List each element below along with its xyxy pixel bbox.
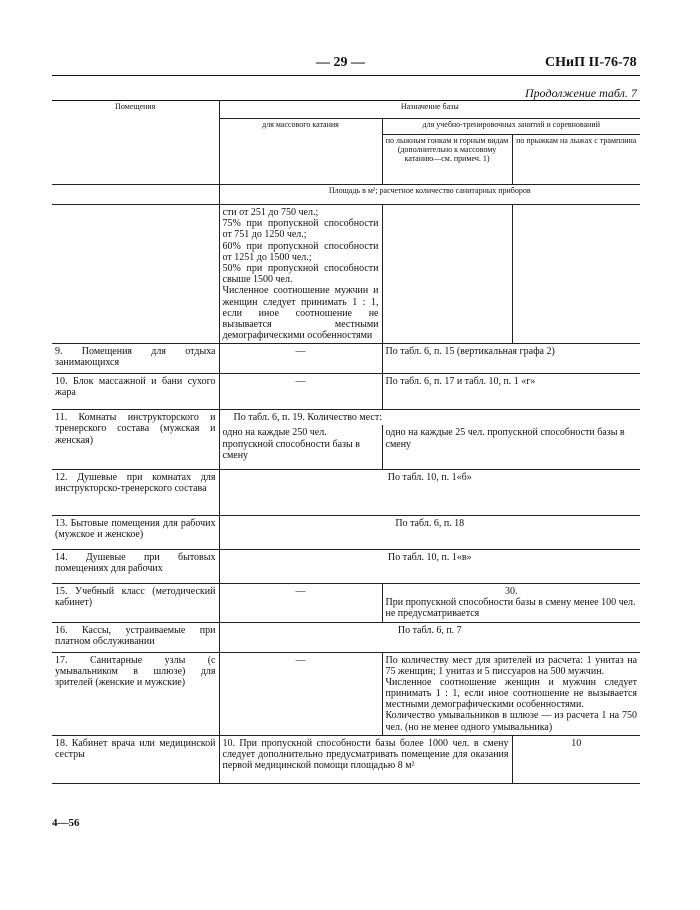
row-label: 15. Учебный класс (методический кабинет) [52,583,219,622]
row-label: 12. Душевые при комнатах для инструкторско-тренерского состава [52,469,219,515]
row-label: 9. Помещения для отдыха занимающихся [52,344,219,374]
row-mass: одно на каждые 250 чел. пропускной способности базы в смену [219,425,382,469]
row-rest: По табл. 6, п. 17 и табл. 10, п. 1 «г» [382,374,640,410]
row-mass: — [219,652,382,735]
table-continuation-label: Продолжение табл. 7 [525,86,637,100]
page-number: — 29 — [316,55,365,70]
row-mass: — [219,344,382,374]
row-mass: — [219,374,382,410]
header-rooms: Помещения [52,101,219,185]
header-mass: для массового катания [219,119,382,185]
continued-text: сти от 251 до 750 чел.; 75% при пропускной способности от 751 до 1250 чел.; 60% при пропускной способности от 1251 до 1500 чел.; 50% при пропускной способности свыше 1500 чел. Численное соотношение мужчин и женщин следует принимать 1 : 1, если иное соотношение не вызывается местными демографическими особенностями [219,205,382,344]
header-area: Площадь в м²; расчетное количество санитарных приборов [219,185,640,205]
row-all: По табл. 10, п. 1«б» [219,469,640,515]
row-label: 18. Кабинет врача или медицинской сестры [52,735,219,783]
row-label: 10. Блок массажной и бани сухого жара [52,374,219,410]
row-rest-number: 30. [505,585,518,597]
row-label: 17. Санитарные узлы (с умывальником в шлюзе) для зрителей (женские и мужские) [52,652,219,735]
row-label: 14. Душевые при бытовых помещениях для рабочих [52,549,219,583]
row-label: 16. Кассы, устраиваемые при платном обслуживании [52,622,219,652]
table-row [52,583,640,622]
row-all: По табл. 6, п. 18 [219,515,640,549]
row-jump: 10 [512,735,640,783]
row-mass: — [219,583,382,622]
row-label: 13. Бытовые помещения для рабочих (мужское и женское) [52,515,219,549]
table-row [52,622,640,652]
page-footer: 4—56 [52,817,80,829]
document-code: СНиП II-76-78 [545,55,637,70]
header-purpose: Назначение базы [219,101,640,119]
header-jump: по прыжкам на лыжах с трамплина [512,135,640,185]
table-row [52,344,640,374]
header-ski: по лыжным гонкам и горным видам (дополнительно к массовому катанию—см. примеч. 1) [382,135,512,185]
table-row [52,469,640,515]
table-row [52,515,640,549]
row-label: 11. Комнаты инструкторского и тренерского состава (мужская и женская) [52,410,219,470]
table-row [52,410,640,426]
table-row [52,735,640,783]
row-rest: При пропускной способности базы в смену менее 100 чел. не предусматривается [385,597,636,620]
row-all: По табл. 10, п. 1«в» [219,549,640,583]
row-rest: По табл. 6, п. 15 (вертикальная графа 2) [382,344,640,374]
row-all: По табл. 6, п. 7 [219,622,640,652]
table-row [52,652,640,735]
header-rule [52,75,640,76]
header-training: для учебно-тренировочных занятий и соревнований [382,119,640,135]
row-top: По табл. 6, п. 19. Количество мест: [219,410,640,426]
table-row [52,549,640,583]
row-mass-ski: 10. При пропускной способности базы более 1000 чел. в смену следует дополнительно предусматривать помещение для оказания первой медицинской помощи площадью 8 м² [219,735,512,783]
rooms-table [52,100,640,784]
row-rest: одно на каждые 25 чел. пропускной способности базы в смену [382,425,640,469]
row-rest: По количеству мест для зрителей из расчета: 1 унитаз на 75 женщин; 1 унитаз и 5 писсуаров на 500 мужчин. Численное соотношение женщин и мужчин следует принимать 1 : 1, если иное соотношение не вызывается местными демографическими особенностями. Количество умывальников в шлюзе — из расчета 1 на 750 чел. (но не менее одного умывальника) [382,652,640,735]
table-row [52,374,640,410]
